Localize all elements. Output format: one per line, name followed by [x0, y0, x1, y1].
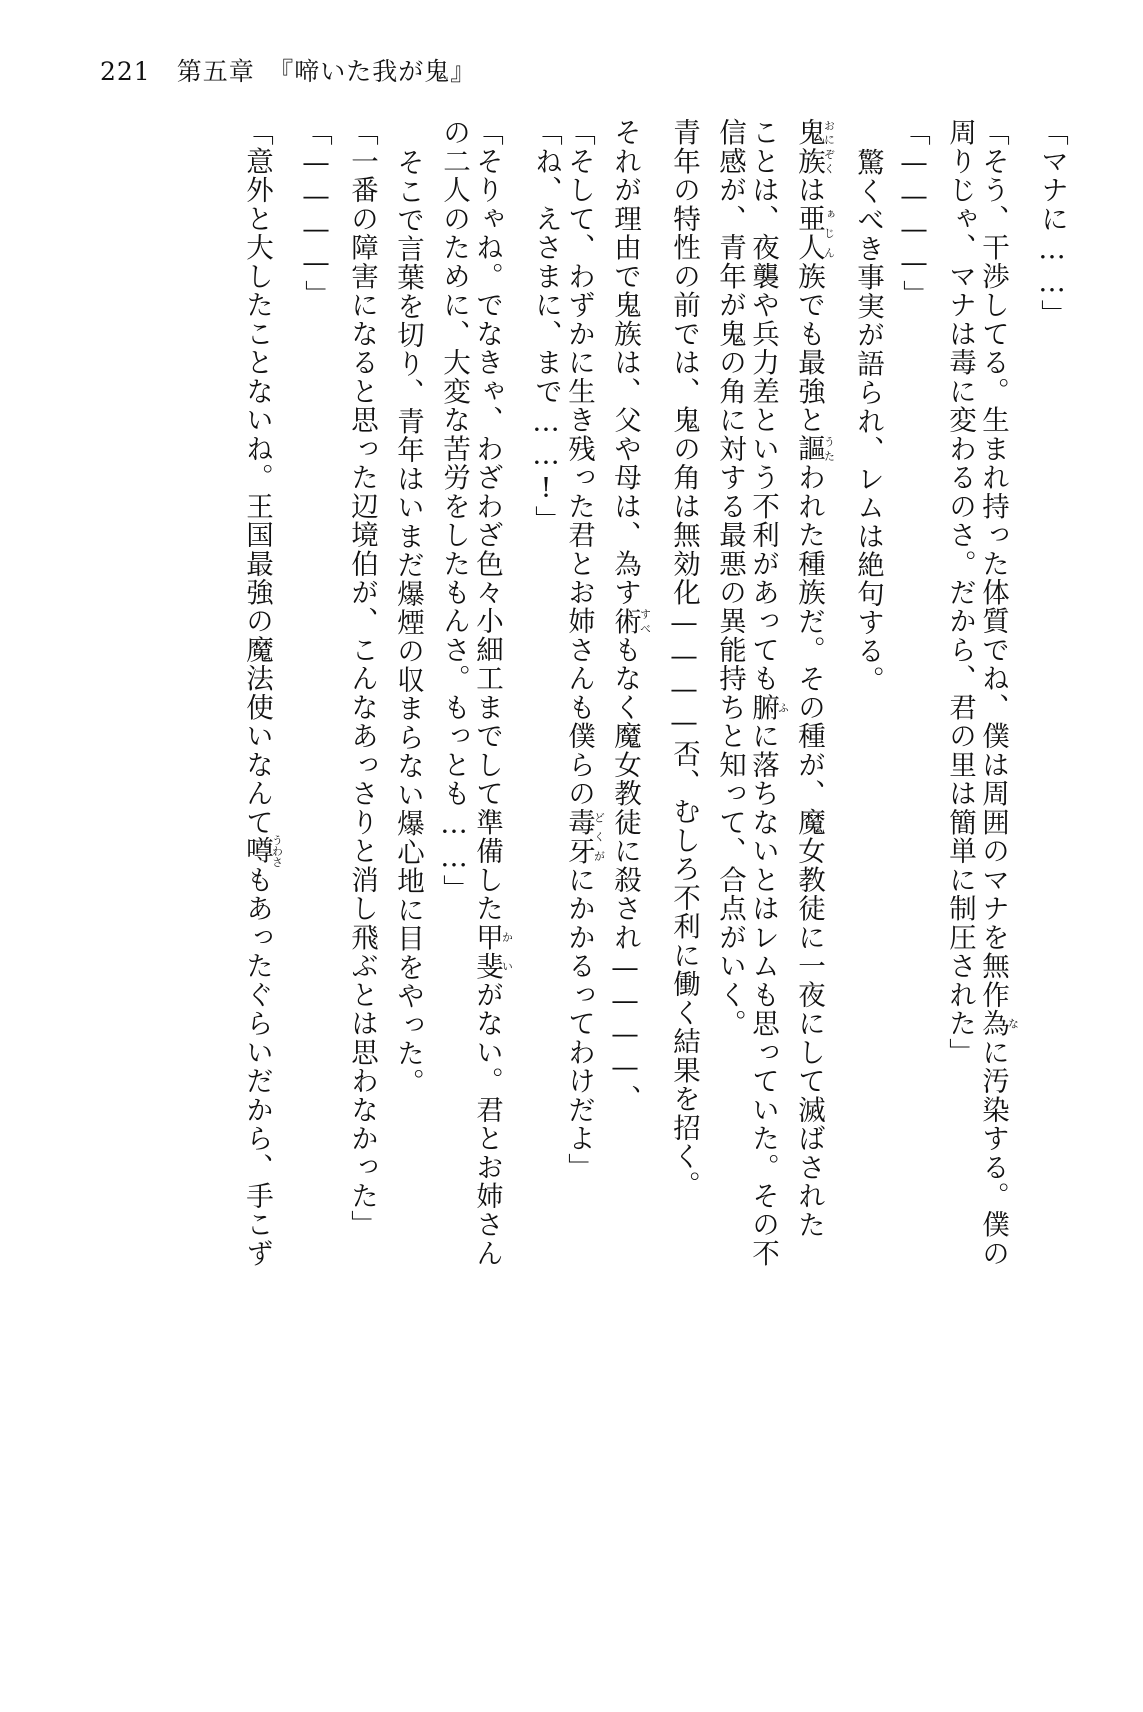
text-column: 周りじゃ、マナは毒に変わるのさ。だから、君の里は簡単に制圧された」 [944, 118, 976, 1067]
text-column: 信感が、青年が鬼の角に対する最悪の異能持ちと知って、合点がいく。 [714, 118, 746, 1038]
text-column: の二人のために、大変な苦労をしたもんさ。もっとも……」 [438, 118, 470, 903]
page-body [78, 118, 1068, 1652]
text-column: 青年の特性の前では、鬼の角は無効化————否、むしろ不利に働く結果を招く。 [668, 118, 700, 1200]
text-column: 「一番の障害になると思った辺境伯が、こんなあっさりと消し飛ぶとは思わなかった」 [346, 118, 378, 1239]
page-header [100, 52, 476, 88]
text-column: 「そりゃね。でなきゃ、わざわざ色々小細工までして準備した甲斐かいがない。君とお姉さん [471, 118, 514, 1268]
text-column: 「マナに……」 [1036, 118, 1068, 329]
text-column: そこで言葉を切り、青年はいまだ爆煙の収まらない爆心地に目をやった。 [392, 148, 424, 1097]
text-column: ことは、夜襲や兵力差という不利があっても腑ふに落ちないとはレムも思っていた。その不 [747, 118, 790, 1268]
text-column: それが理由で鬼族は、父や母は、為す術すべもなく魔女教徒に殺され————、 [609, 118, 652, 1114]
text-column: 「意外と大したことないね。王国最強の魔法使いなんて噂うわさもあったぐらいだから、手こず [241, 118, 284, 1268]
text-column: 「そう、干渉してる。生まれ持った体質でね、僕は周囲のマナを無作為なに汚染する。僕の [977, 118, 1020, 1268]
text-column: 「————」 [898, 118, 930, 309]
text-column: 驚くべき事実が語られ、レムは絶句する。 [852, 148, 884, 695]
text-column: 「————」 [300, 118, 332, 309]
text-column: 「ね、えさまに、まで……!」 [530, 118, 562, 534]
chapter-title: 第五章 『啼いた我が鬼』 [176, 57, 477, 86]
text-column: 「そして、わずかに生き残った君とお姉さんも僕らの毒牙どくがにかかるってわけだよ」 [563, 118, 606, 1182]
page-number: 221 [100, 57, 151, 86]
text-column: 鬼族おにぞくは亜人ぁじん族でも最強と謳うたわれた種族だ。その種が、魔女教徒に一夜にして滅ばされた [793, 118, 836, 1239]
